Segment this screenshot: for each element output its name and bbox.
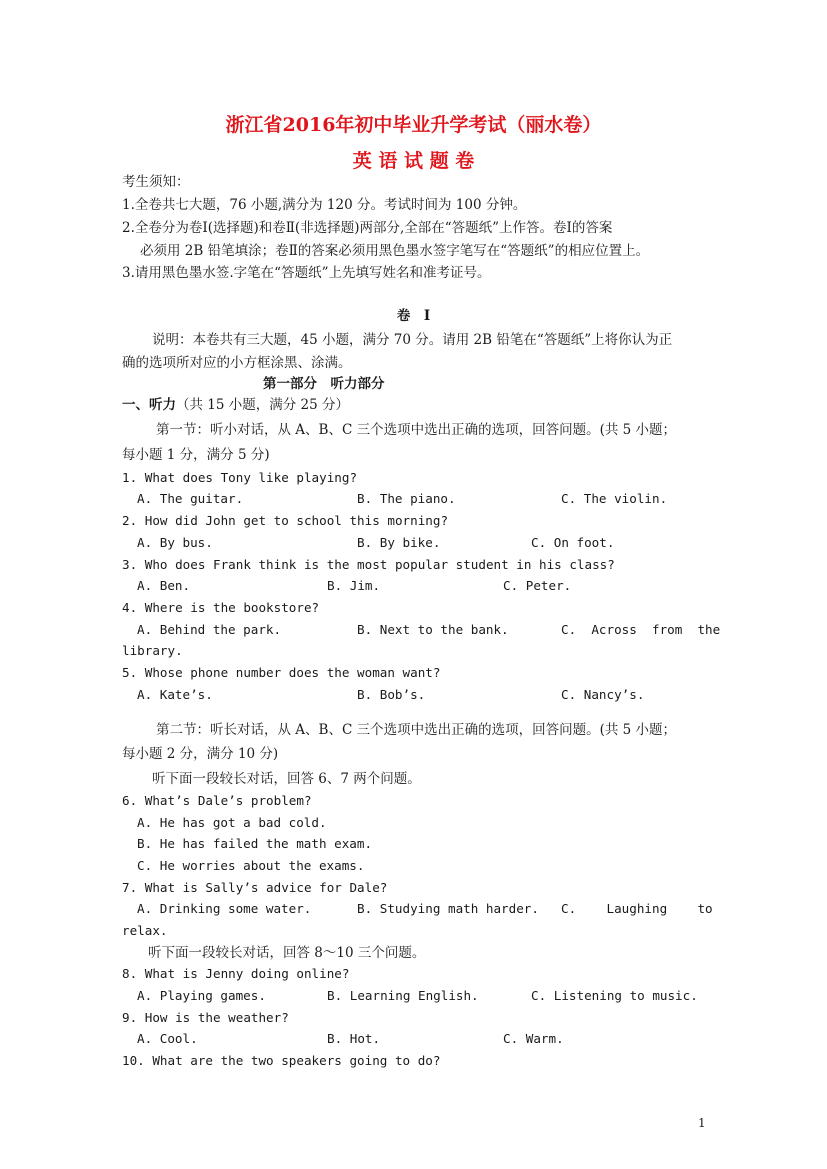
q6-option-b: B. He has failed the math exam. — [137, 836, 373, 851]
section-note: （共 15 小题，满分 25 分） — [176, 397, 350, 413]
section1-intro-1: 第一节：听小对话，从 A、B、C 三个选项中选出正确的选项，回答问题。(共 5 小题； — [156, 422, 677, 438]
q9-option-c: C. Warm. — [503, 1031, 564, 1046]
q2-option-b: B. By bike. — [357, 535, 441, 550]
q2-option-c: C. On foot. — [531, 535, 615, 550]
dialog-instruction-1: 听下面一段较长对话，回答 6、7 两个问题。 — [152, 771, 421, 787]
q7-option-b: B. Studying math harder. — [357, 901, 539, 916]
q5-option-c: C. Nancy’s. — [561, 687, 645, 702]
q4-option-c: C. Across from the — [561, 622, 721, 637]
notice-item-2: 2.全卷分为卷Ⅰ(选择题)和卷Ⅱ(非选择题)两部分,全部在“答题纸”上作答。卷Ⅰ的答案 — [122, 220, 613, 236]
question-5: 5. Whose phone number does the woman want? — [122, 665, 441, 680]
notice-item-2-cont: 必须用 2B 铅笔填涂；卷Ⅱ的答案必须用黑色墨水签字笔写在“答题纸”的相应位置上。 — [140, 243, 650, 259]
notice-item-1: 1.全卷共七大题，76 小题,满分为 120 分。考试时间为 100 分钟。 — [122, 197, 527, 213]
volume-title: 卷 Ⅰ — [396, 308, 431, 324]
q6-option-c: C. He worries about the exams. — [137, 858, 365, 873]
q1-option-c: C. The violin. — [561, 491, 668, 506]
exam-title: 浙江省2016年初中毕业升学考试（丽水卷） — [225, 114, 602, 136]
question-7: 7. What is Sally’s advice for Dale? — [122, 880, 388, 895]
q1-option-a: A. The guitar. — [137, 491, 244, 506]
question-1: 1. What does Tony like playing? — [122, 470, 358, 485]
volume-desc-1: 说明：本卷共有三大题，45 小题，满分 70 分。请用 2B 铅笔在“答题纸”上将你认为正 — [152, 332, 673, 348]
q2-option-a: A. By bus. — [137, 535, 213, 550]
question-9: 9. How is the weather? — [122, 1010, 289, 1025]
q8-option-a: A. Playing games. — [137, 988, 266, 1003]
q7-option-c-cont: relax. — [122, 923, 168, 938]
q4-option-c-cont: library. — [122, 643, 183, 658]
q7-option-c: C. Laughing to — [561, 901, 713, 916]
q6-option-a: A. He has got a bad cold. — [137, 815, 327, 830]
q3-option-a: A. Ben. — [137, 578, 191, 593]
q8-option-b: B. Learning English. — [327, 988, 479, 1003]
section1-intro-2: 每小题 1 分，满分 5 分) — [122, 447, 270, 463]
section-heading — [122, 396, 349, 414]
question-10: 10. What are the two speakers going to do? — [122, 1053, 441, 1068]
question-3: 3. Who does Frank think is the most popular student in his class? — [122, 557, 615, 572]
dialog-instruction-2: 听下面一段较长对话，回答 8～10 三个问题。 — [148, 945, 426, 961]
question-2: 2. How did John get to school this morning? — [122, 513, 449, 528]
notice-item-3: 3.请用黑色墨水签.字笔在“答题纸”上先填写姓名和准考证号。 — [122, 265, 491, 281]
q9-option-b: B. Hot. — [327, 1031, 381, 1046]
q5-option-a: A. Kate’s. — [137, 687, 213, 702]
q3-option-b: B. Jim. — [327, 578, 381, 593]
page-number: 1 — [698, 1116, 706, 1130]
q4-option-b: B. Next to the bank. — [357, 622, 509, 637]
question-4: 4. Where is the bookstore? — [122, 600, 320, 615]
exam-subtitle: 英 语 试 题 卷 — [352, 150, 475, 172]
section2-intro-2: 每小题 2 分，满分 10 分) — [122, 746, 279, 762]
question-6: 6. What’s Dale’s problem? — [122, 793, 312, 808]
q7-option-a: A. Drinking some water. — [137, 901, 312, 916]
q4-option-a: A. Behind the park. — [137, 622, 282, 637]
q9-option-a: A. Cool. — [137, 1031, 198, 1046]
q3-option-c: C. Peter. — [503, 578, 572, 593]
section-title: 一、听力 — [122, 397, 176, 413]
q5-option-b: B. Bob’s. — [357, 687, 426, 702]
q1-option-b: B. The piano. — [357, 491, 456, 506]
section2-intro-1: 第二节：听长对话，从 A、B、C 三个选项中选出正确的选项，回答问题。(共 5 小题； — [156, 722, 677, 738]
question-8: 8. What is Jenny doing online? — [122, 966, 350, 981]
volume-desc-2: 确的选项所对应的小方框涂黑、涂满。 — [122, 355, 352, 371]
part-title: 第一部分 听力部分 — [263, 376, 385, 392]
notice-heading: 考生须知： — [122, 174, 190, 190]
q8-option-c: C. Listening to music. — [531, 988, 698, 1003]
